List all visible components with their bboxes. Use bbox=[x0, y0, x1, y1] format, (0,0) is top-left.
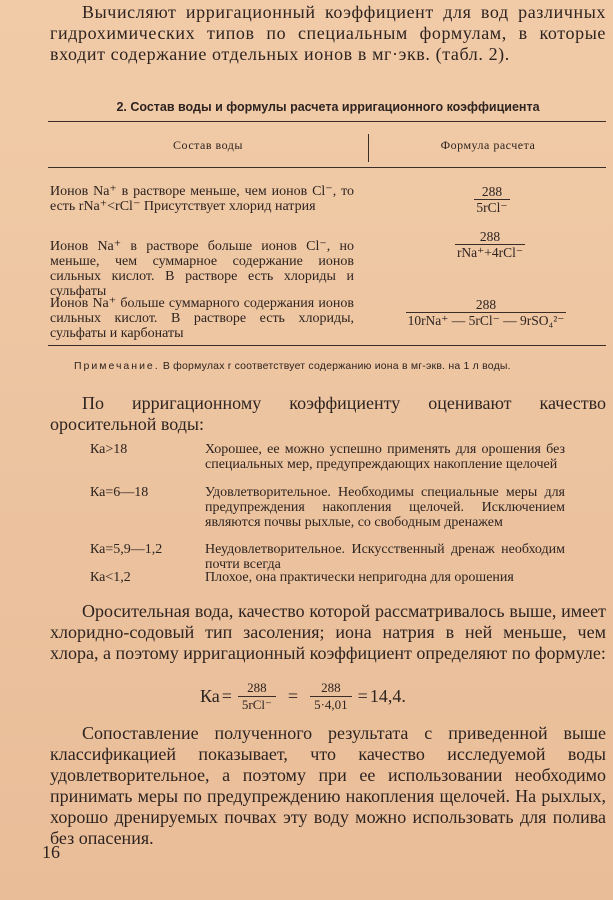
intro-paragraph: Вычисляют ирригационный коэффициент для вод различных гидрохимических типов по специальным формулам, в которые входит содержание отдельных ионов в мг·экв. (табл. 2). bbox=[50, 2, 606, 64]
table-caption: 2. Состав воды и формулы расчета ирригационного коэффициента bbox=[116, 100, 540, 114]
quality-intro-paragraph: По ирригационному коэффициенту оценивают качество оросительной воды: bbox=[50, 393, 606, 434]
equation-fraction bbox=[238, 680, 276, 713]
formula-fraction bbox=[455, 184, 529, 215]
formula-numerator: 288 bbox=[479, 229, 501, 244]
table-top-rule bbox=[48, 121, 606, 122]
formula-denominator: 10rNa⁺ — 5rCl⁻ — 9rSO₄²⁻ bbox=[407, 313, 565, 328]
equation-denominator: 5rCl⁻ bbox=[238, 696, 276, 713]
table-row-composition: Ионов Na⁺ в растворе больше ионов Cl⁻, но меньше, чем суммарное содержание ионов сильных кислот. В растворе есть хлориды и сульфаты bbox=[50, 239, 354, 299]
column-header-composition: Состав воды bbox=[173, 138, 243, 152]
class-range: Ка=6—18 bbox=[90, 485, 149, 500]
table-bottom-rule bbox=[48, 345, 606, 346]
class-description: Хорошее, ее можно успешно применять для орошения без специальных мер, предупреждающих накопление щелочей bbox=[205, 442, 565, 472]
table-column-divider bbox=[368, 134, 369, 162]
body-paragraph: Оросительная вода, качество которой рассматривалось выше, имеет хлоридно-содовый тип засоления; иона натрия в ней меньше, чем хлора, а поэтому ирригационный коэффициент определяют по формуле: bbox=[50, 601, 606, 663]
equation-result: 14,4. bbox=[369, 686, 406, 706]
table-row-composition: Ионов Na⁺ больше суммарного содержания ионов сильных кислот. В растворе есть хлориды, сульфаты и карбонаты bbox=[50, 296, 354, 341]
formula-denominator: 5rCl⁻ bbox=[476, 200, 508, 215]
formula-fraction bbox=[378, 297, 594, 328]
class-range: Ка>18 bbox=[90, 442, 128, 457]
equation-fraction bbox=[310, 680, 352, 713]
equation-lhs: Ка bbox=[200, 686, 220, 706]
note-label: Примечание. bbox=[74, 360, 160, 372]
table-row-composition: Ионов Na⁺ в растворе меньше, чем ионов Cl⁻, то есть rNa⁺<rCl⁻ Присутствует хлорид натрия bbox=[50, 184, 354, 214]
body-paragraph: Сопоставление полученного результата с приведенной выше классификацией показывает, что качество исследуемой воды удовлетворительное, а поэтому при ее использовании необходимо принимать меры по предупреждению накопления щелочей. На рыхлых, хорошо дренируемых почвах эту воду можно использовать для полива без опасения. bbox=[50, 723, 606, 848]
class-description: Неудовлетворительное. Искусственный дренаж необходим почти всегда bbox=[205, 542, 565, 572]
formula-numerator: 288 bbox=[481, 184, 503, 199]
formula-fraction bbox=[425, 229, 555, 260]
note-text: В формулах r соответствует содержанию иона в мг-экв. на 1 л воды. bbox=[162, 360, 511, 372]
page-number: 16 bbox=[42, 842, 60, 862]
table-header-rule bbox=[48, 167, 606, 168]
table-note bbox=[74, 360, 606, 372]
equation: Ка = 288 5rCl⁻ = $\frac{288}{5\cdot 4,01}$ = 14,4. bbox=[200, 680, 406, 712]
class-range: Ка=5,9—1,2 bbox=[90, 542, 163, 557]
class-description: Удовлетворительное. Необходимы специальные меры для предупреждения накопления щелочей. Исключением являются почвы рыхлые, со свободным дренажем bbox=[205, 485, 565, 530]
class-range: Ка<1,2 bbox=[90, 570, 131, 585]
equation-numerator: 288 bbox=[321, 680, 341, 695]
equation-denominator: 5·4,01 bbox=[310, 696, 352, 713]
formula-denominator: rNa⁺+4rCl⁻ bbox=[456, 245, 524, 260]
formula-numerator: 288 bbox=[475, 297, 497, 312]
column-header-formula: Формула расчета bbox=[440, 138, 536, 152]
equation-numerator: 288 bbox=[247, 680, 267, 695]
class-description: Плохое, она практически непригодна для орошения bbox=[205, 570, 514, 585]
